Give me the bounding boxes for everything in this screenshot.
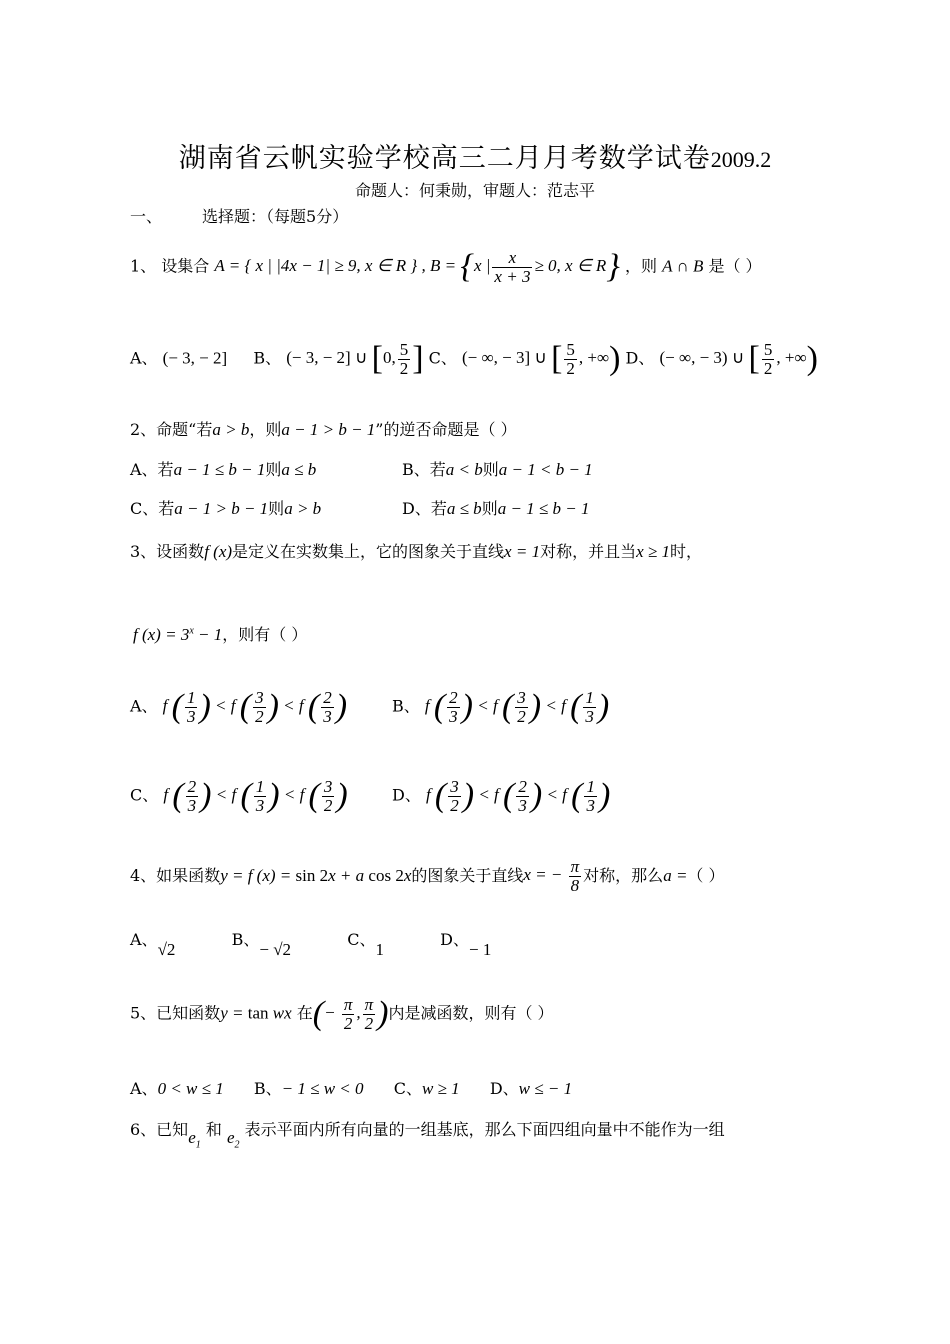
q4-stem-d: （ ） <box>687 865 725 885</box>
q2-c-prefix: C、若 <box>130 499 175 518</box>
q1-number: 1、 <box>130 256 157 276</box>
q3-stem-c: 对称，并且当 <box>540 542 637 561</box>
q4-c-label: C、 <box>347 930 376 949</box>
q3-d-label: D、 <box>392 785 421 805</box>
q1-prefix: 设集合 <box>161 256 210 276</box>
q3-stem-b: 是定义在实数集上，它的图象关于直线 <box>232 542 505 561</box>
section-heading <box>130 204 348 227</box>
question-3-stem: 3、设函数f (x)是定义在实数集上，它的图象关于直线x = 1对称，并且当x ≥ 1时， <box>130 542 702 561</box>
q3-option-b: B、 f ( $\frac{2}{3}$ ) < f ( $\frac{3}{2}$ ) < f ( $\frac{1}{3}$ ) <box>392 687 610 726</box>
q1-suffix: 是（ ） <box>708 256 762 276</box>
question-1-stem <box>130 248 762 286</box>
q4-b-label: B、 <box>231 930 260 949</box>
question-6-stem: 6、已知$e_1$ 和 $e_2$ 表示平面内所有向量的一组基底，那么下面四组向量中不能作为一组 <box>130 1120 725 1151</box>
question-2-stem: 2、命题“若a > b，则a − 1 > b − 1”的逆否命题是（ ） <box>130 420 517 439</box>
q1-option-a-label: A、 <box>130 348 158 368</box>
q4-d-label: D、 <box>440 930 469 949</box>
title-text: 湖南省云帆实验学校高三二月月考数学试卷 <box>178 143 711 174</box>
q2-stem-c: ”的逆否命题是（ ） <box>375 420 517 439</box>
q3-option-d: D、 f ( $\frac{3}{2}$ ) < f ( $\frac{2}{3}$ ) < f ( $\frac{1}{3}$ ) <box>392 776 611 815</box>
q1-option-a: (− 3, − 2] <box>162 348 228 368</box>
q2-d-then: 则 <box>481 499 498 518</box>
q1-intersection: A ∩ B <box>662 256 704 276</box>
q1-set-a: A = { x | |4x − 1| ≥ 9, x ∈ R } , B = {x | $\frac{x}{x + 3}$ ≥ 0, x ∈ R} <box>214 247 620 286</box>
q2-stem-b: ，则 <box>249 420 282 439</box>
question-5-options: A、0 < w ≤ 1 B、− 1 ≤ w < 0 C、w ≥ 1 D、w ≤ − 1 <box>130 1079 573 1098</box>
q3-stem-a: 3、设函数 <box>130 542 205 561</box>
q2-option-b: B、若a < b则a − 1 < b − 1 <box>402 460 593 479</box>
q4-stem-c: 对称，那么 <box>583 865 664 885</box>
q5-stem-a: 5、已知函数 <box>130 1003 221 1023</box>
question-1-options <box>130 340 818 378</box>
q6-stem-c: 表示平面内所有向量的一组基底，那么下面四组向量中不能作为一组 <box>244 1120 725 1139</box>
q1-option-c-label: C、 <box>428 348 457 368</box>
q1-option-d: (− ∞, − 3) ∪ [ $\frac{5}{2}$ , +∞) <box>659 339 818 378</box>
q2-c-then: 则 <box>268 499 285 518</box>
page-title <box>0 136 950 175</box>
question-5-stem: 5、已知函数y = tan wx 在(− $\frac{\pi}{2}$ , $\frac{\pi}{2}$ )内是减函数，则有（ ） <box>130 994 554 1033</box>
q2-a-prefix: A、若 <box>130 460 174 479</box>
q4-stem-a: 4、如果函数 <box>130 865 221 885</box>
q6-stem-b: 和 <box>205 1120 222 1139</box>
question-4-options: A、√2 B、− √2 C、1 D、− 1 <box>130 930 492 959</box>
q5-d-label: D、 <box>489 1079 519 1098</box>
q2-option-a: A、若a − 1 ≤ b − 1则a ≤ b <box>130 460 317 479</box>
q3-option-a: A、 f ( $\frac{1}{3}$ ) < f ( $\frac{3}{2}$ ) < f ( $\frac{2}{3}$ ) <box>130 687 348 726</box>
q2-option-d: D、若a ≤ b则a − 1 ≤ b − 1 <box>402 499 590 518</box>
q3-line2-text: ，则有（ ） <box>222 625 308 644</box>
q2-option-c: C、若a − 1 > b − 1则a > b <box>130 499 322 518</box>
q3-c-label: C、 <box>130 785 159 805</box>
q5-a-label: A、 <box>130 1079 158 1098</box>
q1-option-d-label: D、 <box>625 348 655 368</box>
question-3-line2: f $(x) = 3^x - 1$，则有（ ） <box>133 625 308 644</box>
q1-option-c: (− ∞, − 3] ∪ [ $\frac{5}{2}$ , +∞) <box>462 339 621 378</box>
q3-a-label: A、 <box>130 696 158 716</box>
authors-line: 命题人：何秉勋，审题人：范志平 <box>354 181 595 200</box>
q1-option-b-label: B、 <box>253 348 282 368</box>
question-4-stem: 4、如果函数y = f (x) = sin 2x + a cos 2x的图象关于直线x = − $\frac{\pi}{8}$ 对称，那么a =（ ） <box>130 857 725 895</box>
section-label: 选择题：（每题5分） <box>202 207 349 226</box>
q1-option-b: (− 3, − 2] ∪ [0, $\frac{5}{2}$ ] <box>286 339 424 378</box>
q1-mid: ，则 <box>624 256 657 276</box>
q3-option-c: C、 f ( $\frac{2}{3}$ ) < f ( $\frac{1}{3}$ ) < f ( $\frac{3}{2}$ ) <box>130 776 348 815</box>
q4-a-label: A、 <box>130 930 158 949</box>
q2-d-prefix: D、若 <box>402 499 447 518</box>
q6-stem-a: 6、已知 <box>130 1120 189 1139</box>
q3-stem-d: 时， <box>669 542 702 561</box>
q3-b-label: B、 <box>392 696 420 716</box>
q5-c-label: C、 <box>393 1079 422 1098</box>
title-year: 2009.2 <box>710 147 772 172</box>
q2-a-then: 则 <box>265 460 282 479</box>
q5-stem-b: 在 <box>296 1003 313 1023</box>
section-number: 一、 <box>130 207 163 226</box>
q2-stem-a: 2、命题“若 <box>130 420 213 439</box>
q5-b-label: B、 <box>253 1079 282 1098</box>
q5-stem-c: 内是减函数，则有（ ） <box>388 1003 554 1023</box>
q2-b-prefix: B、若 <box>402 460 446 479</box>
q2-b-then: 则 <box>482 460 499 479</box>
q4-stem-b: 的图象关于直线 <box>411 865 524 885</box>
